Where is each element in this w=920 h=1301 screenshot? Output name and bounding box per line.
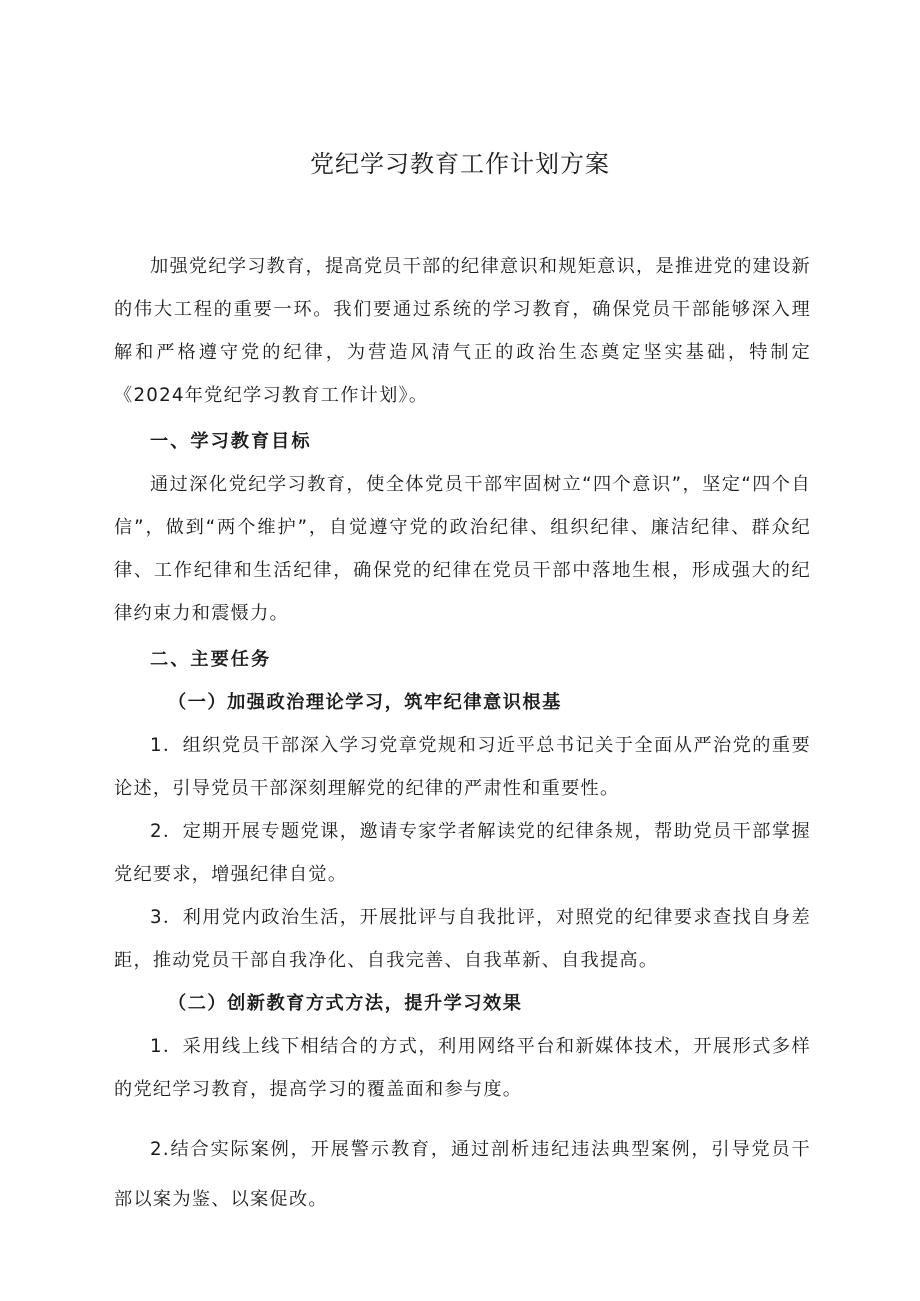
document-body [114,245,811,1225]
section-1-paragraph: 通过深化党纪学习教育，使全体党员干部牢固树立“四个意识”，坚定“四个自信”，做到“两个维护”，自觉遵守党的政治纪律、组织纪律、廉洁纪律、群众纪律、工作纪律和生活纪律，确保党的纪律在党员干部中落地生根，形成强大的纪律约束力和震慑力。 [114,474,811,624]
document-title: 党纪学习教育工作计划方案 [310,150,610,178]
subsection-1-heading: （一）加强政治理论学习，筑牢纪律意识根基 [168,692,562,713]
task-item: 3．利用党内政治生活，开展批评与自我批评，对照党的纪律要求查找自身差距，推动党员干部自我净化、自我完善、自我革新、自我提高。 [114,907,811,971]
section-1-heading: 一、学习教育目标 [150,431,312,452]
task-item: 1．组织党员干部深入学习党章党规和习近平总书记关于全面从严治党的重要论述，引导党员干部深刻理解党的纪律的严肃性和重要性。 [114,735,811,799]
intro-paragraph: 加强党纪学习教育，提高党员干部的纪律意识和规矩意识，是推进党的建设新的伟大工程的重要一环。我们要通过系统的学习教育，确保党员干部能够深入理解和严格遵守党的纪律，为营造风清气正的政治生态奠定坚实基础，特制定《2024年党纪学习教育工作计划》。 [114,256,811,406]
task-item: 2．定期开展专题党课，邀请专家学者解读党的纪律条规，帮助党员干部掌握党纪要求，增强纪律自觉。 [114,821,811,885]
task-item: 2.结合实际案例，开展警示教育，通过剖析违纪违法典型案例，引导党员干部以案为鉴、以案促改。 [114,1139,811,1210]
task-item: 1．采用线上线下相结合的方式，利用网络平台和新媒体技术，开展形式多样的党纪学习教育，提高学习的覆盖面和参与度。 [114,1036,811,1100]
section-2-heading: 二、主要任务 [150,649,272,670]
subsection-2-heading: （二）创新教育方式方法，提升学习效果 [168,993,523,1014]
